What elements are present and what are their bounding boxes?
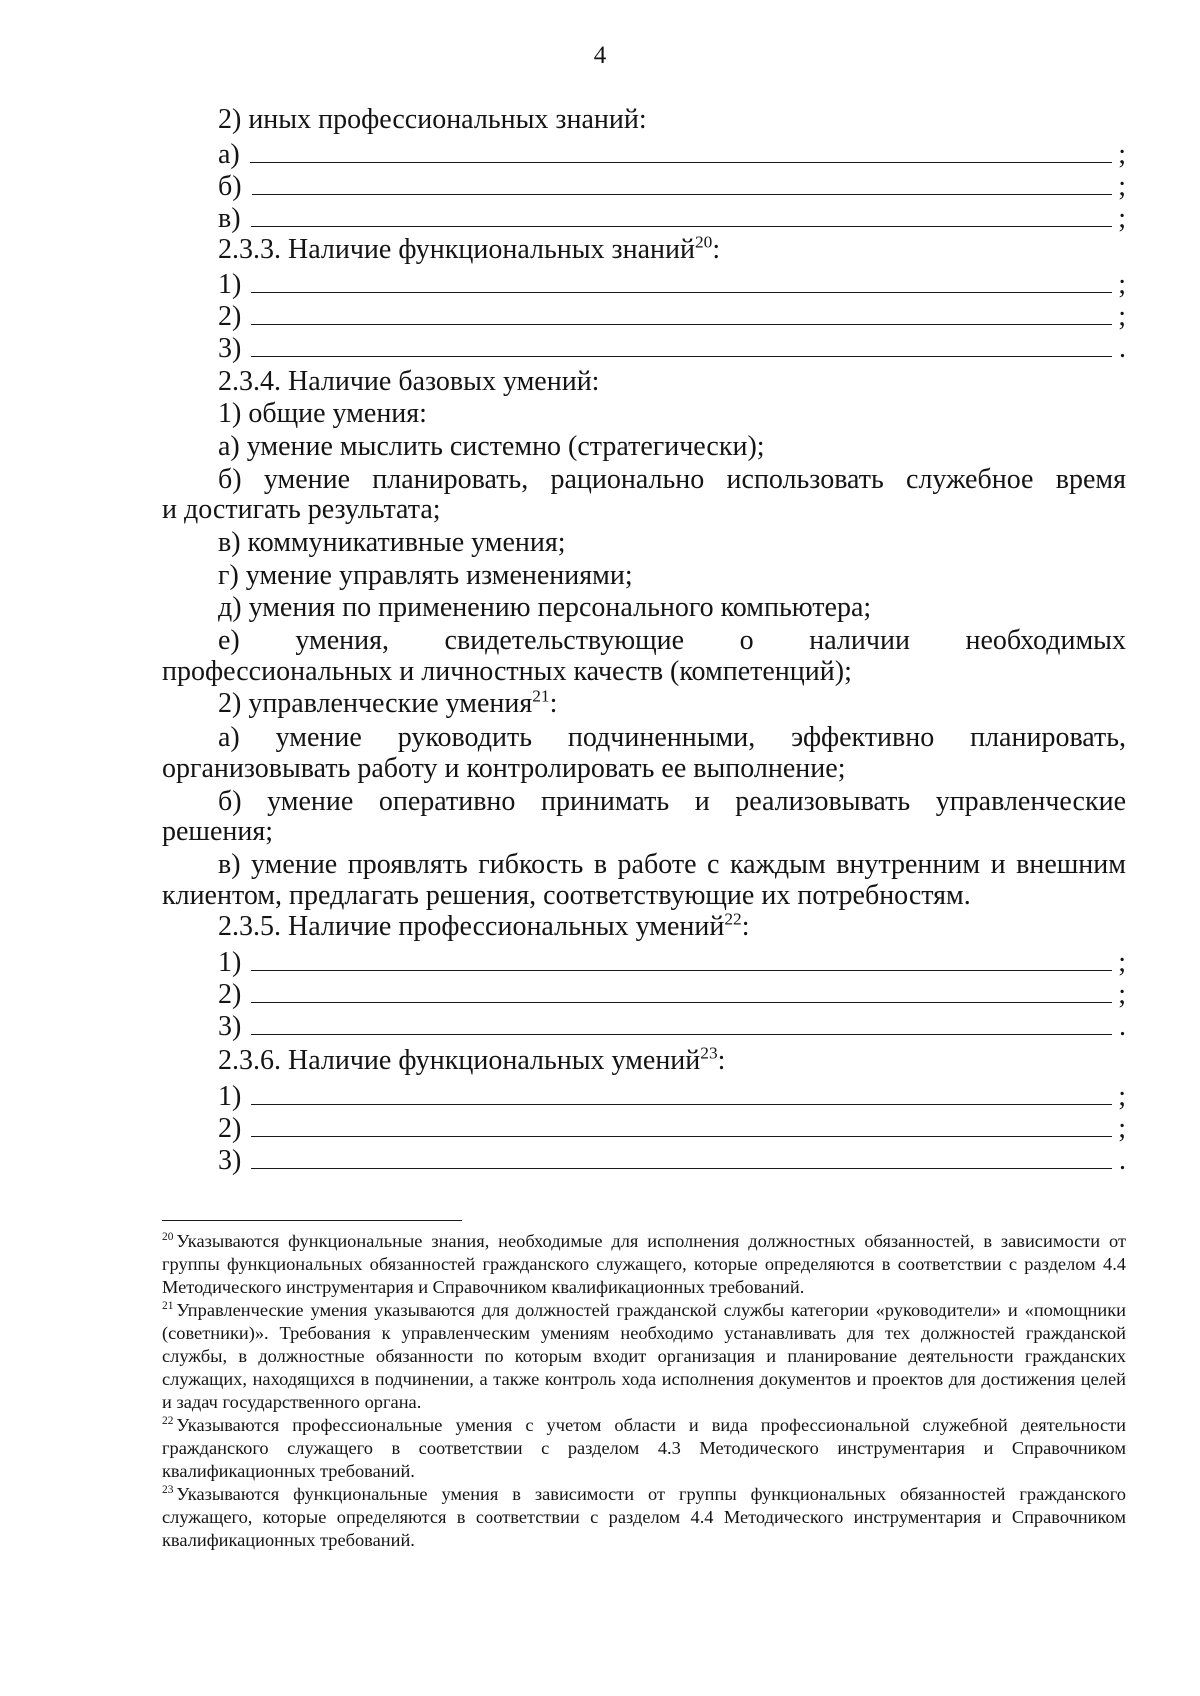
item-label: 2)	[218, 301, 242, 332]
heading-colon: :	[712, 234, 721, 265]
item-end: ;	[1118, 203, 1126, 234]
item-end: .	[1119, 333, 1126, 364]
footnote-ref[interactable]: 22	[724, 909, 742, 929]
item-end: ;	[1118, 979, 1126, 1010]
footnote-21	[162, 1299, 1126, 1414]
heading-colon: :	[549, 688, 558, 719]
item-label: в)	[218, 203, 241, 234]
fill-rule	[250, 138, 1112, 163]
footnote-separator	[162, 1220, 462, 1221]
footnote-ref[interactable]: 23	[700, 1043, 718, 1063]
management-skill-b-line1: б) умение оперативно принимать и реализовывать управленческие	[218, 786, 1126, 817]
fill-rule	[251, 1112, 1112, 1137]
fill-rule	[251, 1010, 1112, 1035]
general-skill-b-line2: и достигать результата;	[162, 494, 441, 525]
management-skill-b-line2: решения;	[162, 816, 274, 847]
blank-line[interactable]	[218, 332, 1126, 365]
general-skill-e-line1: е) умения, свидетельствующие о наличии необходимых	[218, 625, 1126, 656]
management-skill-a-line2: организовывать работу и контролировать ее выполнение;	[162, 753, 846, 784]
item-end: ;	[1118, 171, 1126, 202]
general-skill-a: а) умение мыслить системно (стратегически);	[218, 431, 765, 462]
blank-line[interactable]	[218, 170, 1126, 203]
footnote-23	[162, 1483, 1126, 1552]
item-label: 1)	[218, 1081, 242, 1112]
management-skill-v-line2: клиентом, предлагать решения, соответствующие их потребностям.	[162, 880, 971, 911]
fill-rule	[251, 1144, 1112, 1169]
blank-line[interactable]	[218, 138, 1126, 171]
footnote-number: 21	[162, 1299, 174, 1312]
general-skill-e-line2: профессиональных и личностных качеств (компетенций);	[162, 656, 852, 687]
fill-rule	[252, 170, 1112, 195]
item-label: а)	[218, 139, 240, 170]
item-end: ;	[1118, 947, 1126, 978]
footnote-text: Указываются функциональные знания, необходимые для исполнения должностных обязанностей, в зависимости от группы функциональных обязанностей гражданского служащего, которые определяются в соответствии с разделом 4.4 Методического инструментария и Справочником квалификационных требований.	[162, 1231, 1126, 1297]
section-2-3-4-heading: 2.3.4. Наличие базовых умений:	[218, 366, 600, 397]
general-skill-d: д) умения по применению персонального компьютера;	[218, 592, 872, 623]
footnote-ref[interactable]: 20	[694, 232, 713, 252]
blank-line[interactable]	[218, 1144, 1126, 1177]
fill-rule	[251, 946, 1112, 971]
fill-rule	[251, 332, 1112, 357]
item-end: ;	[1118, 301, 1126, 332]
footnote-text: Указываются функциональные умения в зависимости от группы функциональных обязанностей гражданского служащего, которые определяются в соответствии с разделом 4.4 Методического инструментария и Справочником квалификационных требований.	[162, 1484, 1126, 1550]
blank-line[interactable]	[218, 268, 1126, 301]
blank-line[interactable]	[218, 1112, 1126, 1145]
fill-rule	[251, 268, 1112, 293]
heading-colon: :	[741, 911, 750, 942]
fill-rule	[251, 978, 1112, 1003]
blank-line[interactable]	[218, 1080, 1126, 1113]
item-end: ;	[1118, 1113, 1126, 1144]
item-label: б)	[218, 171, 242, 202]
blank-line[interactable]	[218, 946, 1126, 979]
blank-line[interactable]	[218, 978, 1126, 1011]
item-end: ;	[1118, 269, 1126, 300]
general-skill-v: в) коммуникативные умения;	[218, 527, 566, 558]
item-label: 3)	[218, 333, 242, 364]
fill-rule	[251, 300, 1112, 325]
footnote-22	[162, 1414, 1126, 1483]
heading-text: 2) управленческие умения	[218, 688, 533, 719]
page-number: 4	[593, 42, 607, 69]
heading-text: 2.3.5. Наличие профессиональных умений	[218, 911, 725, 942]
footnote-number: 20	[162, 1230, 174, 1243]
item-label: 1)	[218, 269, 242, 300]
footnote-text: Управленческие умения указываются для должностей гражданской службы категории «руководители» и «помощники (советники)». Требования к управленческим умениям необходимо устанавливать для тех должностей гражданской службы, в должностные обязанности по которым входит организация и планирование деятельности гражданских служащих, находящихся в подчинении, а также контроль хода исполнения документов и проектов для достижения целей и задач государственного органа.	[162, 1300, 1126, 1412]
management-skills-heading	[218, 688, 1126, 720]
item-label: 2)	[218, 979, 242, 1010]
footnote-20	[162, 1230, 1126, 1299]
footnote-ref[interactable]: 21	[532, 686, 550, 706]
section-2-3-6-heading	[218, 1045, 1126, 1077]
section-2-3-3-heading	[218, 234, 1126, 266]
item-end: ;	[1118, 1081, 1126, 1112]
blank-line[interactable]	[218, 1010, 1126, 1043]
footnotes	[162, 1230, 1126, 1552]
item-end: .	[1119, 1011, 1126, 1042]
item-end: .	[1119, 1145, 1126, 1176]
management-skill-a-line1: а) умение руководить подчиненными, эффективно планировать,	[218, 722, 1126, 753]
footnote-number: 23	[162, 1483, 174, 1496]
heading-text: 2.3.3. Наличие функциональных знаний	[218, 234, 695, 265]
footnote-number: 22	[162, 1414, 174, 1427]
general-skill-b-line1: б) умение планировать, рационально использовать служебное время	[218, 464, 1126, 495]
blank-line[interactable]	[218, 300, 1126, 333]
section-2-3-5-heading	[218, 911, 1126, 943]
heading-colon: :	[717, 1045, 726, 1076]
item-label: 2)	[218, 1113, 242, 1144]
footnote-text: Указываются профессиональные умения с учетом области и вида профессиональной служебной деятельности гражданского служащего в соответствии с разделом 4.3 Методического инструментария и Справочником квалификационных требований.	[162, 1415, 1126, 1481]
other-knowledge-heading: 2) иных профессиональных знаний:	[218, 104, 647, 135]
fill-rule	[251, 202, 1112, 227]
item-label: 3)	[218, 1011, 242, 1042]
item-end: ;	[1118, 139, 1126, 170]
general-skill-g: г) умение управлять изменениями;	[218, 560, 633, 591]
item-label: 1)	[218, 947, 242, 978]
general-skills-heading: 1) общие умения:	[218, 398, 427, 429]
fill-rule	[251, 1080, 1112, 1105]
heading-text: 2.3.6. Наличие функциональных умений	[218, 1045, 701, 1076]
management-skill-v-line1: в) умение проявлять гибкость в работе с каждым внутренним и внешним	[218, 849, 1126, 880]
blank-line[interactable]	[218, 202, 1126, 235]
item-label: 3)	[218, 1145, 242, 1176]
